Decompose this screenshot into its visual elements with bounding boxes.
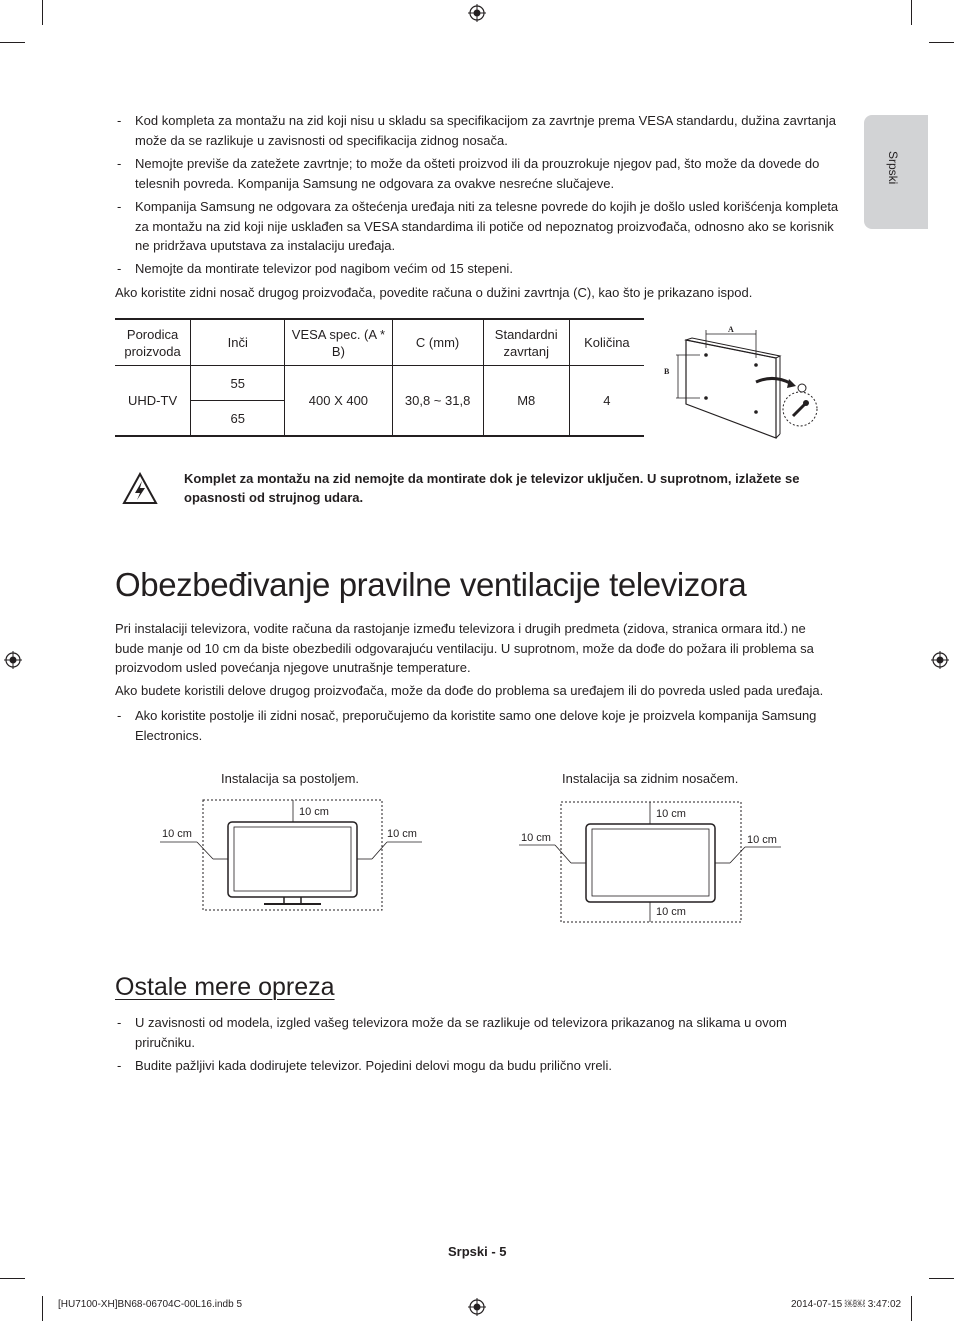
file-slug: [HU7100-XH]BN68-06704C-00L16.indb 5 [58,1299,243,1310]
distance-label: 10 cm [656,906,686,918]
intro-paragraph: Ako koristite zidni nosač drugog proizvođača, povedite računa o dužini zavrtnja (C), kao što je prikazano ispod. [115,285,753,300]
table-cell: 55 [191,366,285,401]
table-cell: M8 [483,366,569,437]
table-cell: UHD-TV [115,366,191,437]
distance-label: 10 cm [299,806,329,818]
distance-label: 10 cm [162,828,192,840]
distance-label: 10 cm [656,808,686,820]
table-header-cell: Porodica proizvoda [115,319,191,366]
table-header-cell: VESA spec. (A * B) [285,319,392,366]
crop-mark [0,1278,25,1279]
crop-mark [42,0,43,25]
dimension-a-label: A [728,325,734,334]
wall-mount-diagram [656,318,824,440]
dimension-b-label: B [664,367,670,376]
crop-mark [911,0,912,25]
print-timestamp: 2014-07-15 ￼￼ 3:47:02 [791,1299,902,1310]
table-header-cell: Inči [191,319,285,366]
warning-text: Komplet za montažu na zid nemojte da montirate dok je televizor uključen. U suprotnom, izlažete se opasnosti od strujnog udara. [184,471,800,505]
wall-installation-diagram [519,798,787,926]
table-cell: 65 [191,401,285,437]
table-header-cell: Standardni zavrtanj [483,319,569,366]
registration-mark-icon [468,1298,486,1316]
language-tab [864,115,928,229]
crop-mark [929,42,954,43]
distance-label: 10 cm [387,828,417,840]
language-tab-label: Srpski [886,151,900,185]
registration-mark-icon [931,651,949,669]
stand-installation-diagram [160,795,428,915]
table-header-cell: Količina [569,319,644,366]
ventilation-paragraph: Pri instalaciji televizora, vodite računa da rastojanje između televizora i drugih predmeta (zidova, stranica ormara itd.) ne bude manje od 10 cm da biste obezbedili odgovarajuću ventilaciju. U suprotnom, može da dođe do požara ili problema sa proizvodom usled povećanja njegove unutrašnje temperature. [115,621,814,675]
crop-mark [911,1296,912,1321]
crop-mark [929,1278,954,1279]
section-title: Obezbeđivanje pravilne ventilacije televizora [115,566,747,603]
table-header-cell: C (mm) [392,319,483,366]
page-number: Srpski - 5 [448,1244,507,1259]
distance-label: 10 cm [521,832,551,844]
wall-installation-caption: Instalacija sa zidnim nosačem. [562,771,739,786]
table-cell: 400 X 400 [285,366,392,437]
electric-shock-warning-icon [122,472,158,505]
table-header-row [115,319,644,366]
crop-mark [42,1296,43,1321]
table-cell: 30,8 ~ 31,8 [392,366,483,437]
registration-mark-icon [468,4,486,22]
parts-paragraph: Ako budete koristili delove drugog proizvođača, može da dođe do problema sa uređajem ili do povreda usled pada uređaja. [115,683,824,698]
stand-installation-caption: Instalacija sa postoljem. [221,771,360,786]
table-cell: 4 [569,366,644,437]
subsection-title: Ostale mere opreza [115,973,335,1001]
crop-mark [0,42,25,43]
distance-label: 10 cm [747,834,777,846]
vesa-spec-table [115,318,644,437]
registration-mark-icon [4,651,22,669]
table-row [115,366,644,401]
